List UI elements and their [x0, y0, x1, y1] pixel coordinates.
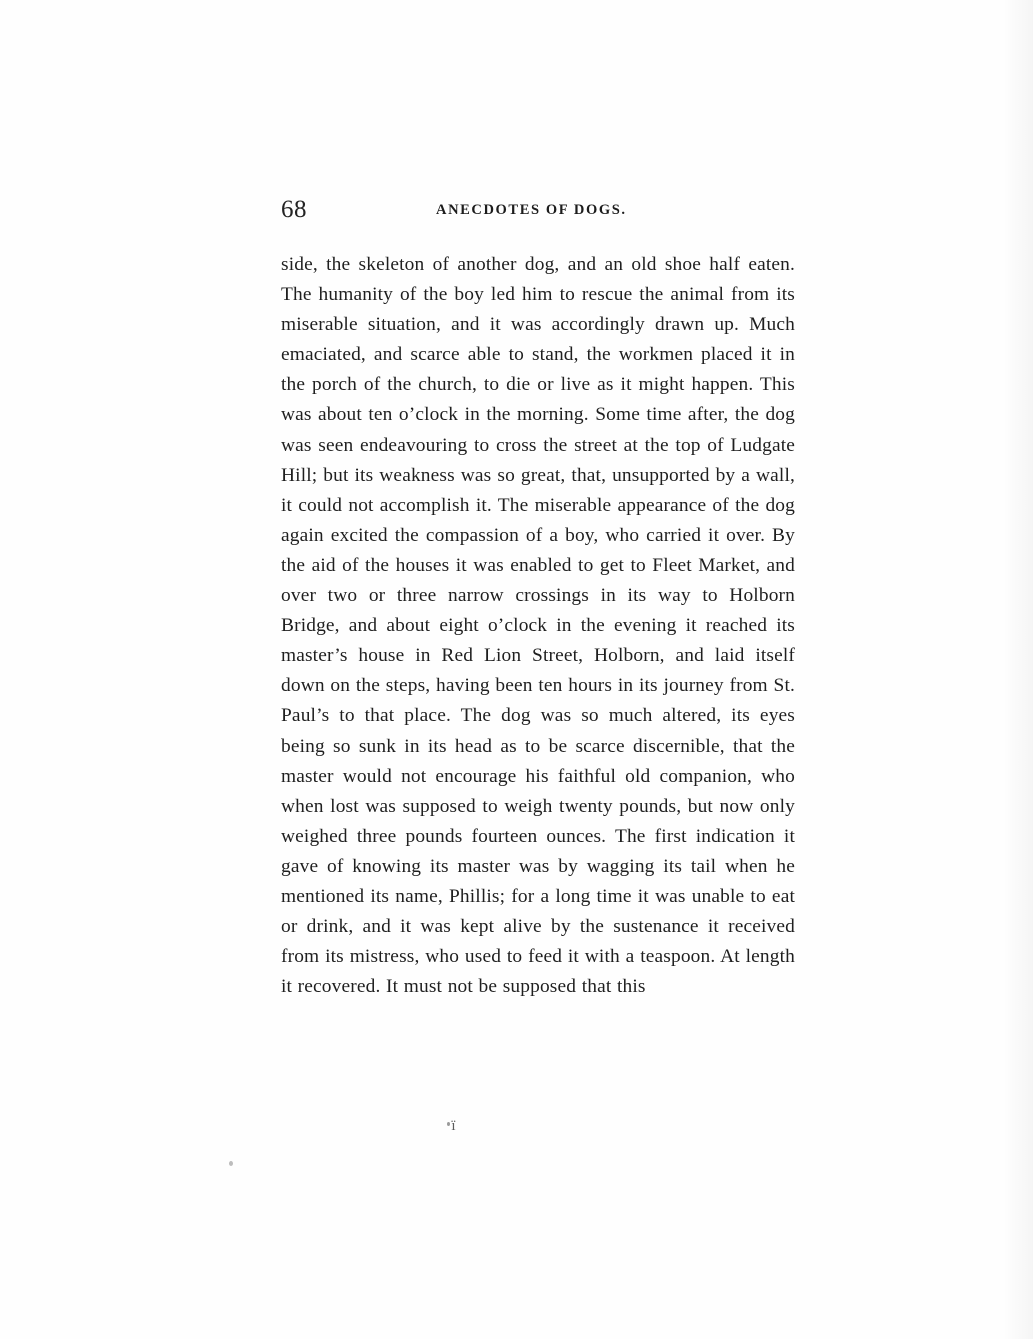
paper-speck	[447, 1122, 450, 1126]
paper-speck	[229, 1161, 233, 1166]
page-header	[281, 196, 793, 222]
page-edge-shading	[1003, 0, 1033, 1339]
page-number: 68	[281, 196, 307, 223]
body-paragraph: side, the skeleton of another dog, and an old shoe half eaten. The humanity of the boy led him to rescue the animal from its miserable situation, and it was accordingly drawn up. Much emaciated, and scarce able to stand, the workmen placed it in the porch of the church, to die or live as it might happen. This was about ten o’clock in the morning. Some time after, the dog was seen endeavouring to cross the street at the top of Ludgate Hill; but its weakness was so great, that, unsupported by a wall, it could not accomplish it. The miserable appearance of the dog again excited the compassion of a boy, who carried it over. By the aid of the houses it was enabled to get to Fleet Market, and over two or three narrow crossings in its way to Holborn Bridge, and about eight o’clock in the evening it reached its master’s house in Red Lion Street, Holborn, and laid itself down on the steps, having been ten hours in its journey from St. Paul’s to that place. The dog was so much altered, its eyes being so sunk in its head as to be scarce discernible, that the master would not encourage his faithful old companion, who when lost was supposed to weigh twenty pounds, but now only weighed three pounds fourteen ounces. The first indication it gave of knowing its master was by wagging its tail when he mentioned its name, Phillis; for a long time it was unable to eat or drink, and it was kept alive by the sustenance it received from its mistress, who used to feed it with a teaspoon. At length it recovered. It must not be supposed that this	[281, 254, 795, 998]
catchword: ï	[451, 1118, 457, 1134]
running-head: ANECDOTES OF DOGS.	[436, 202, 627, 218]
page-body	[281, 250, 795, 1002]
